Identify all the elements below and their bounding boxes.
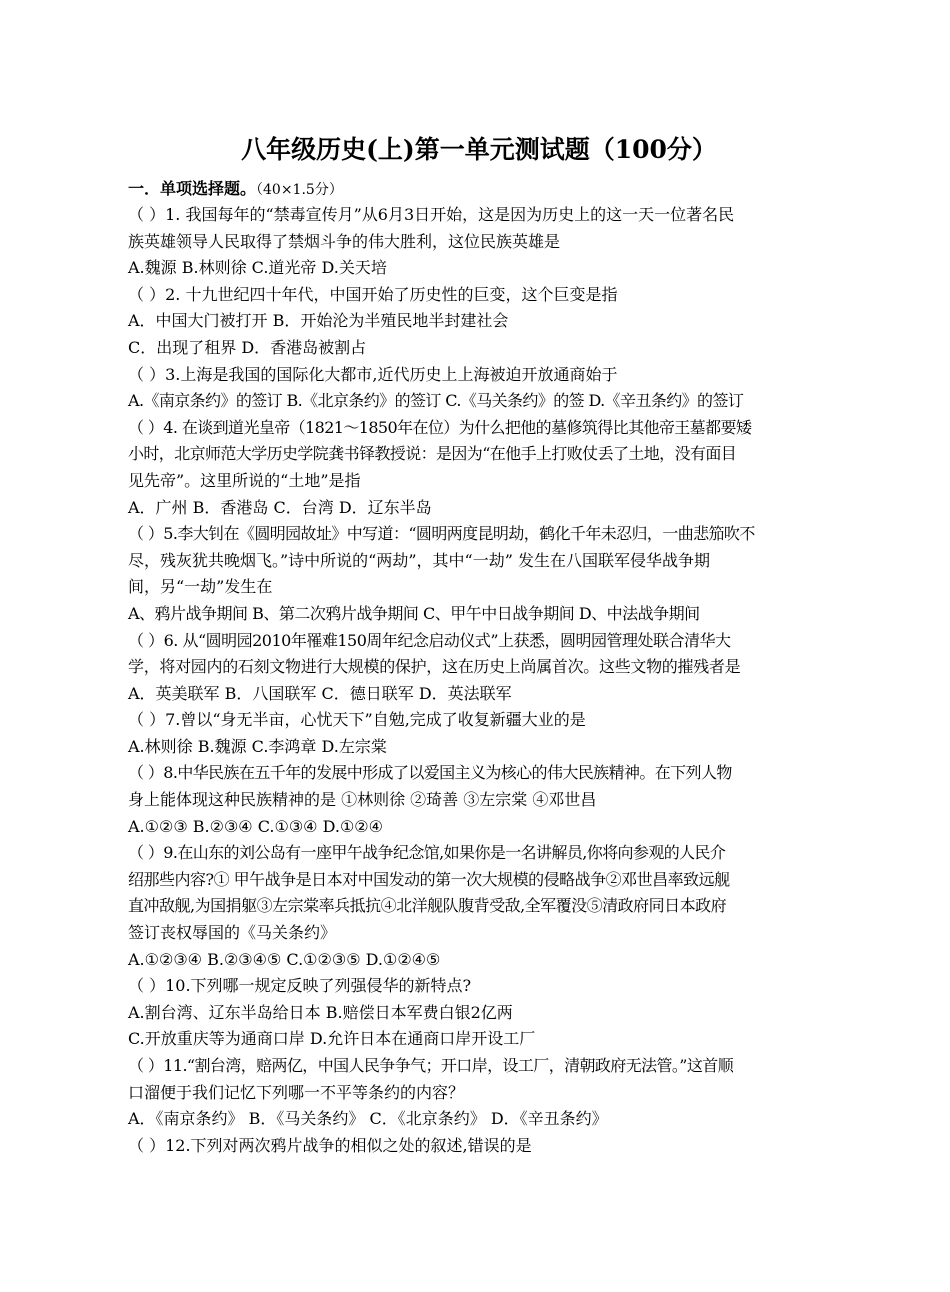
question-line: 尽，残灰犹共晚烟飞。”诗中所说的“两劫”，其中“一劫” 发生在八国联军侵华战争期 — [128, 550, 710, 570]
options-line: A.①②③④ B.②③④⑤ C.①②③⑤ D.①②④⑤ — [128, 949, 441, 969]
question-line: 直冲敌舰,为国捐躯③左宗棠率兵抵抗④北洋舰队腹背受敌,全军覆没⑤清政府同日本政府 — [128, 896, 727, 916]
options-line: A．广州 B．香港岛 C．台湾 D．辽东半岛 — [128, 497, 432, 517]
options-line: C.开放重庆等为通商口岸 D.允许日本在通商口岸开设工厂 — [128, 1029, 536, 1049]
question-line: （ ）11.“割台湾，赔两亿，中国人民争争气；开口岸，设工厂，清朝政府无法管。”这首顺 — [128, 1056, 734, 1075]
options-line: A.《南京条约》的签订 B.《北京条约》的签订 C.《马关条约》的签 D.《辛丑条约》的签订 — [128, 391, 744, 411]
question-line: （ ）7.曾以“身无半亩，心忧天下”自勉,完成了收复新疆大业的是 — [128, 710, 586, 730]
question-line: 小时，北京师范大学历史学院龚书铎教授说：是因为“在他手上打败仗丢了土地，没有面目 — [128, 444, 737, 464]
options-line: A.①②③ B.②③④ C.①③④ D.①②④ — [128, 816, 383, 836]
question-line: 身上能体现这种民族精神的是 ①林则徐 ②琦善 ③左宗棠 ④邓世昌 — [128, 790, 597, 810]
question-line: 绍那些内容?① 甲午战争是日本对中国发动的第一次大规模的侵略战争②邓世昌率致远舰 — [128, 869, 730, 889]
question-line: （ ）8.中华民族在五千年的发展中形成了以爱国主义为核心的伟大民族精神。在下列人物 — [128, 763, 732, 783]
question-line: 口溜便于我们记忆下列哪一不平等条约的内容？ — [128, 1082, 465, 1102]
question-line: （ ）10.下列哪一规定反映了列强侵华的新特点? — [128, 976, 472, 996]
question-line: （ ）9.在山东的刘公岛有一座甲午战争纪念馆,如果你是一名讲解员,你将向参观的人民介 — [128, 843, 726, 863]
section-heading — [128, 176, 830, 202]
options-line: C．出现了租界 D．香港岛被割占 — [128, 337, 367, 357]
question-line: （ ）5.李大钊在《圆明园故址》中写道：“圆明两度昆明劫，鹤化千年未忍归，一曲悲笳吹不 — [128, 524, 755, 544]
question-line: 间，另“一劫”发生在 — [128, 577, 273, 597]
question-line: 族英雄领导人民取得了禁烟斗争的伟大胜利，这位民族英雄是 — [128, 231, 561, 251]
question-line: （ ）3.上海是我国的国际化大都市,近代历史上上海被迫开放通商始于 — [128, 364, 618, 384]
options-line: A.林则徐 B.魏源 C.李鸿章 D.左宗棠 — [128, 736, 387, 756]
page-title: 八年级历史(上)第一单元测试题（100分） — [241, 135, 717, 164]
options-line: A、鸦片战争期间 B、第二次鸦片战争期间 C、甲午中日战争期间 D、中法战争期间 — [128, 603, 700, 623]
question-line: （ ）12.下列对两次鸦片战争的相似之处的叙述,错误的是 — [128, 1135, 532, 1155]
options-line: A．中国大门被打开 B．开始沦为半殖民地半封建社会 — [128, 311, 509, 331]
options-line: A.魏源 B.林则徐 C.道光帝 D.关天培 — [128, 258, 387, 278]
question-line: 签订丧权辱国的《马关条约》 — [128, 923, 337, 943]
question-line: （ ）4. 在谈到道光皇帝（1821～1850年在位）为什么把他的墓修筑得比其他帝王墓都要矮 — [128, 417, 752, 437]
question-line: （ ）2. 十九世纪四十年代，中国开始了历史性的巨变，这个巨变是指 — [128, 284, 618, 304]
question-line: 见先帝”。这里所说的“土地”是指 — [128, 470, 361, 490]
question-line: （ ）6. 从“圆明园2010年罹难150周年纪念启动仪式”上获悉，圆明园管理处联合清华大 — [128, 630, 731, 650]
question-line: （ ）1. 我国每年的“禁毒宣传月”从6月3日开始，这是因为历史上的这一天一位著名民 — [128, 205, 735, 224]
options-line: A．《南京条约》 B．《马关条约》 C．《北京条约》 D．《辛丑条约》 — [128, 1109, 608, 1129]
options-line: A．英美联军 B．八国联军 C．德日联军 D．英法联军 — [128, 683, 512, 703]
document-body — [128, 132, 830, 1159]
section-scoring: （40×1.5分） — [256, 182, 343, 198]
question-line: 学，将对园内的石刻文物进行大规模的保护，这在历史上尚属首次。这些文物的摧残者是 — [128, 657, 741, 677]
section-heading-label: 一．单项选择题。 — [128, 179, 257, 198]
options-line: A.割台湾、辽东半岛给日本 B.赔偿日本军费白银2亿两 — [128, 1002, 513, 1022]
